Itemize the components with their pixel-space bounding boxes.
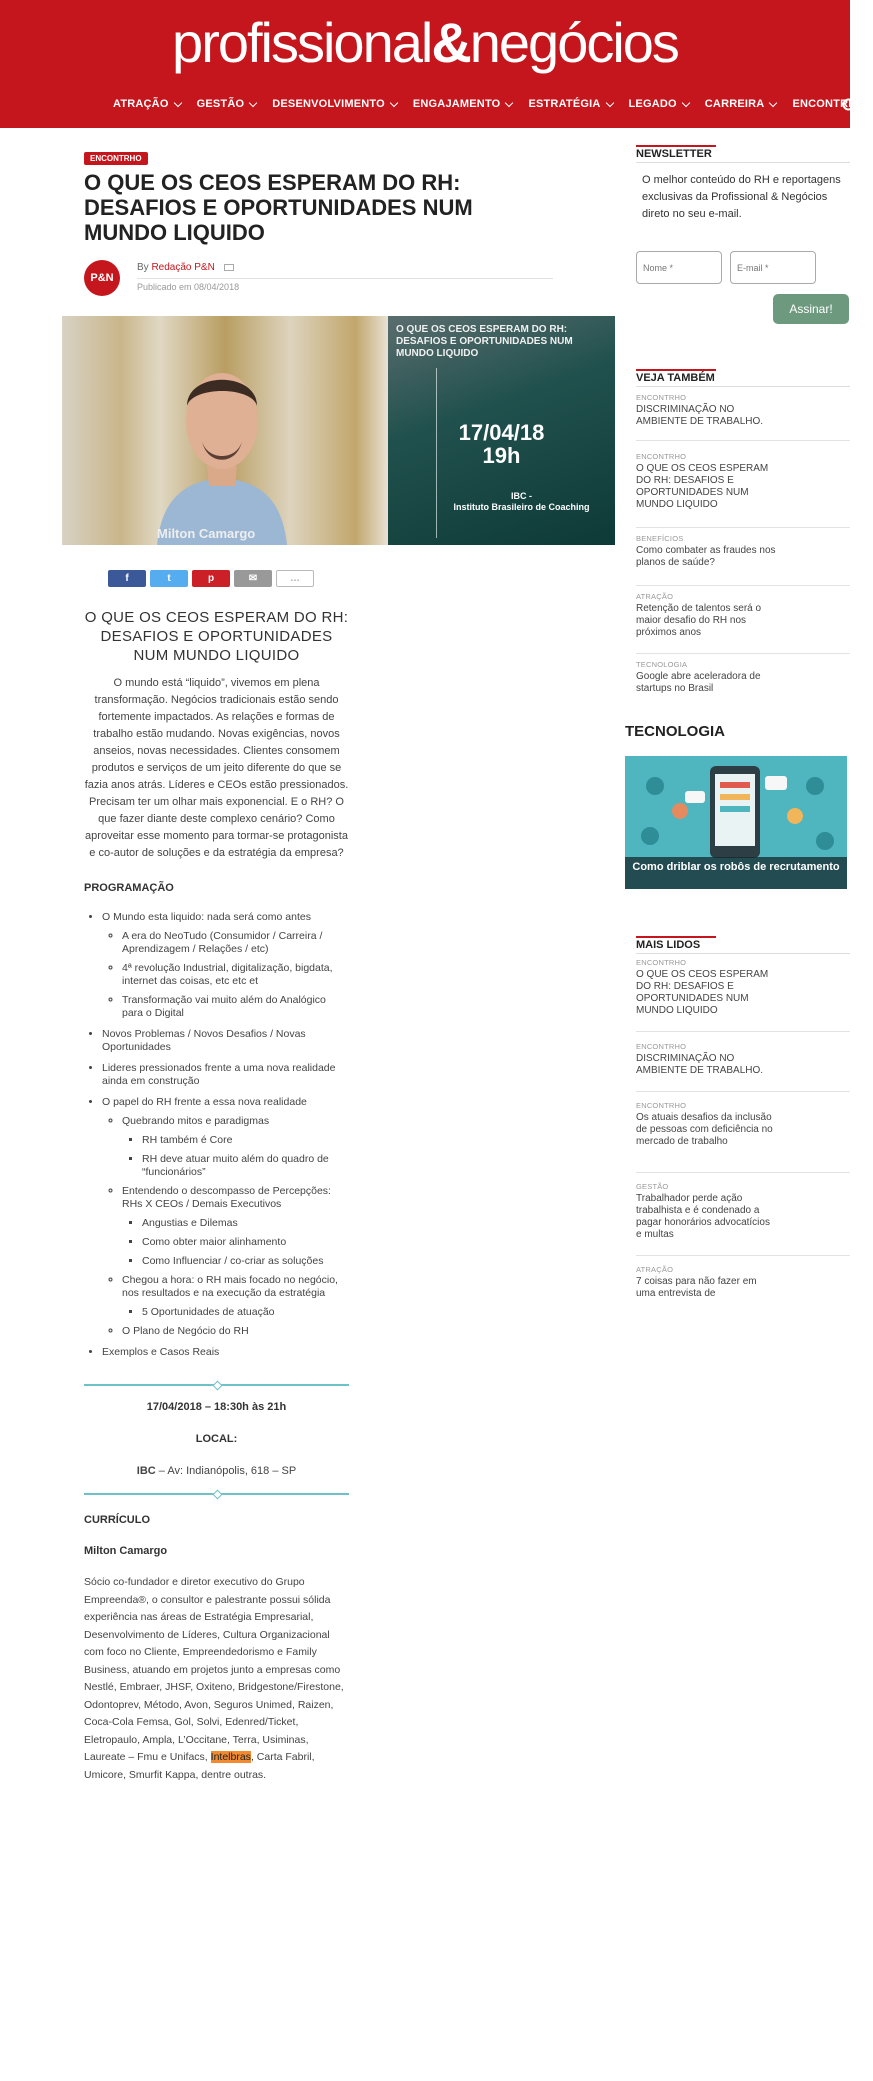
category-badge[interactable]: ENCONTRHO [84, 152, 148, 165]
divider [636, 386, 850, 387]
site-header [0, 0, 866, 128]
nav-item-carreira[interactable]: CARREIRA [697, 98, 785, 110]
chevron-down-icon [173, 98, 181, 106]
banner-title: O QUE OS CEOS ESPERAM DO RH: DESAFIOS E OPORTUNIDADES NUM MUNDO LIQUIDO [396, 324, 573, 359]
divider [636, 162, 850, 163]
list-item: ◦ Chegou a hora: o RH mais focado no negócio, nos resultados e na execução da estratégia ▪ 5 Oportunidades de atuação [122, 1274, 349, 1319]
name-input[interactable]: Nome * [636, 251, 722, 284]
program-list [84, 911, 349, 1359]
comment-button[interactable] [276, 570, 314, 587]
nav-item-gestao[interactable]: GESTÃO [189, 98, 265, 110]
list-item: ▪ RH deve atuar muito além do quadro de “funcionários” [142, 1153, 349, 1179]
search-icon[interactable] [842, 98, 858, 114]
list-item: • O Mundo esta liquido: nada será como antes ◦ A era do NeoTudo (Consumidor / Carreira / Aprendizagem / Relações / etc) ◦ 4ª revolução Industrial, digitalização, bigdata, internet das coisas, etc etc et ◦ Transformação vai muito além do Analógico para o Digital [102, 911, 349, 1020]
chevron-down-icon [249, 98, 257, 106]
most-read-item[interactable]: GESTÃO Trabalhador perde ação trabalhista e é condenado a pagar honorários advocatícios e multas [636, 1182, 850, 1256]
main-nav [105, 98, 873, 110]
most-read-item[interactable]: ENCONTRHO Os atuais desafios da inclusão de pessoas com deficiência no mercado de trabalho [636, 1101, 850, 1173]
facebook-icon: f [125, 573, 129, 584]
see-also-item[interactable]: ENCONTRHO DISCRIMINAÇÃO NO AMBIENTE DE TRABALHO. [636, 393, 850, 441]
author-link[interactable]: Redação P&N [151, 262, 215, 273]
list-item: ◦ A era do NeoTudo (Consumidor / Carreira / Aprendizagem / Relações / etc) [122, 930, 349, 956]
see-also-title: VEJA TAMBÉM [636, 372, 715, 384]
list-item: • Lideres pressionados frente a uma nova realidade ainda em construção [102, 1062, 349, 1088]
nav-item-engajamento[interactable]: ENGAJAMENTO [405, 98, 521, 110]
article-subtitle: O QUE OS CEOS ESPERAM DO RH: DESAFIOS E OPORTUNIDADES NUM MUNDO LIQUIDO [84, 609, 349, 664]
list-item: ▪ RH também é Core [142, 1134, 349, 1147]
site-logo[interactable]: profissional&negócios [172, 11, 678, 74]
banner-date: 17/04/18 19h [458, 420, 545, 468]
byline-divider [137, 278, 553, 279]
local-label: LOCAL: [195, 1433, 238, 1445]
event-datetime: 17/04/2018 – 18:30h às 21h [146, 1401, 287, 1413]
nav-item-encontrho[interactable]: ENCONTRHO [792, 98, 866, 110]
photo-caption: Milton Camargo [157, 526, 256, 541]
twitter-icon: t [167, 573, 171, 584]
see-also-item[interactable]: ENCONTRHO O QUE OS CEOS ESPERAM DO RH: DESAFIOS E OPORTUNIDADES NUM MUNDO LIQUIDO [636, 452, 850, 528]
nav-item-atracao[interactable]: ATRAÇÃO [105, 98, 189, 110]
speaker-photo [62, 316, 388, 545]
list-item: ◦ O Plano de Negócio do RH [122, 1325, 349, 1338]
cv-name: Milton Camargo [84, 1545, 168, 1557]
section-divider [84, 1490, 349, 1498]
chevron-down-icon [769, 98, 777, 106]
pinterest-icon: p [207, 573, 215, 584]
highlighted-word: Intelbras [210, 1751, 251, 1763]
list-item: • Novos Problemas / Novos Desafios / Novas Oportunidades [102, 1028, 349, 1054]
list-item: ◦ Quebrando mitos e paradigmas ▪ RH também é Core ▪ RH deve atuar muito além do quadro de “funcionários” [122, 1115, 349, 1179]
facebook-share-button[interactable] [108, 570, 146, 587]
email-icon: ✉ [248, 573, 258, 584]
chevron-down-icon [390, 98, 398, 106]
article-title: O QUE OS CEOS ESPERAM DO RH: DESAFIOS E OPORTUNIDADES NUM MUNDO LIQUIDO [84, 170, 473, 245]
nav-item-estrategia[interactable]: ESTRATÉGIA [520, 98, 620, 110]
chevron-down-icon [505, 98, 513, 106]
list-item: ▪ Angustias e Dilemas [142, 1217, 349, 1230]
comment-icon: … [290, 573, 300, 584]
local-address: IBC – Av: Indianópolis, 618 – SP [136, 1465, 297, 1477]
share-bar [108, 570, 314, 587]
nav-item-desenvolvimento[interactable]: DESENVOLVIMENTO [264, 98, 405, 110]
tech-section-title: TECNOLOGIA [625, 723, 725, 740]
divider [636, 953, 850, 954]
tech-caption: Como driblar os robôs de recrutamento [625, 857, 847, 889]
see-also-item[interactable]: TECNOLOGIA Google abre aceleradora de startups no Brasil [636, 660, 761, 694]
newsletter-text: O melhor conteúdo do RH e reportagens exclusivas da Profissional & Negócios direto no seu e-mail. [642, 174, 841, 220]
byline: By Redação P&N [137, 262, 234, 273]
mail-icon[interactable] [224, 264, 234, 271]
twitter-share-button[interactable] [150, 570, 188, 587]
article-intro: O mundo está “liquido”, vivemos em plena transformação. Negócios tradicionais estão sendo fortemente impactados. As relações e formas de trabalho estão mudando. Novas exigências, novos anseios, novas necessidades. Clientes consomem produtos e serviços de um jeito diferente do que se fazia anos atrás. Líderes e CEOs estão pressionados. Precisam ter um olhar mais exponencial. E o RH? O que fazer diante deste complexo cenário? Como aproveitar esse momento para tormar-se protagonista e co-autor de soluções e da estratégia da empresa? [84, 677, 349, 859]
see-also-item[interactable]: BENEFÍCIOS Como combater as fraudes nos planos de saúde? [636, 534, 850, 586]
subscribe-button[interactable]: Assinar! [773, 294, 849, 324]
published-date: Publicado em 08/04/2018 [137, 282, 240, 292]
hero-image [62, 316, 615, 545]
most-read-item[interactable]: ENCONTRHO DISCRIMINAÇÃO NO AMBIENTE DE TRABALHO. [636, 1042, 850, 1092]
list-item: ◦ Transformação vai muito além do Analógico para o Digital [122, 994, 349, 1020]
event-banner [388, 316, 615, 545]
list-item: ◦ 4ª revolução Industrial, digitalização, bigdata, internet das coisas, etc etc et [122, 962, 349, 988]
list-item: • O papel do RH frente a essa nova realidade ◦ Quebrando mitos e paradigmas ▪ RH também é Core ▪ RH deve atuar muito além do quadro de “funcionários” ◦ Entendendo o descompasso de Percepções: RHs X CEOs / Demais Executivos ▪ Angustias e Dilemas ▪ Como obter maior alinhamento ▪ Como Influenciar / co-criar as soluções ◦ Chegou a hora: o RH mais focado no negócio, nos resultados e na execução da estratégia ▪ 5 Oportunidades de atuação ◦ O Plano de Negócio do RH [102, 1096, 349, 1338]
most-read-item[interactable]: ATRAÇÃO 7 coisas para não fazer em uma entrevista de [636, 1265, 757, 1299]
speaker-silhouette-icon [147, 346, 297, 545]
newsletter-title: NEWSLETTER [636, 148, 712, 160]
cv-heading: CURRÍCULO [84, 1514, 150, 1526]
chevron-down-icon [682, 98, 690, 106]
most-read-item[interactable]: ENCONTRHO O QUE OS CEOS ESPERAM DO RH: DESAFIOS E OPORTUNIDADES NUM MUNDO LIQUIDO [636, 958, 850, 1032]
tech-feature-image[interactable] [625, 756, 847, 889]
list-item: ▪ 5 Oportunidades de atuação [142, 1306, 349, 1319]
nav-item-legado[interactable]: LEGADO [621, 98, 697, 110]
pinterest-share-button[interactable] [192, 570, 230, 587]
see-also-item[interactable]: ATRAÇÃO Retenção de talentos será o maior desafio do RH nos próximos anos [636, 592, 850, 654]
most-read-title: MAIS LIDOS [636, 939, 701, 951]
list-item: ▪ Como Influenciar / co-criar as soluções [142, 1255, 349, 1268]
section-divider [84, 1381, 349, 1389]
avatar: P&N [84, 260, 120, 296]
cv-text: Sócio co-fundador e diretor executivo do Grupo Empreenda®, o consultor e palestrante possui sólida experiência nas áreas de Estratégia Empresarial, Desenvolvimento de Líderes, Cultura Organizacional com foco no Cliente, Empreendedorismo e Family Business, atuando em projetos junto a empresas como Nestlé, Embraer, JHSF, Oxiteno, Bridgestone/Firestone, Odontoprev, Método, Avon, Seguros Unimed, Raizen, Coca-Cola Femsa, Gol, Solvi, Edenred/Ticket, Eletropaulo, Ampla, L’Occitane, Terra, Usiminas, Laureate – Fmu e Unifacs, Intelbras, Carta Fabril, Umicore, Smurfit Kappa, dentre outras. [84, 1576, 344, 1781]
list-item: ▪ Como obter maior alinhamento [142, 1236, 349, 1249]
program-heading: PROGRAMAÇÃO [84, 882, 174, 894]
email-share-button[interactable] [234, 570, 272, 587]
banner-place: IBC - Instituto Brasileiro de Coaching [453, 491, 590, 512]
list-item: ◦ Entendendo o descompasso de Percepções: RHs X CEOs / Demais Executivos ▪ Angustias e Dilemas ▪ Como obter maior alinhamento ▪ Como Influenciar / co-criar as soluções [122, 1185, 349, 1268]
article-body [84, 608, 349, 1784]
chevron-down-icon [605, 98, 613, 106]
email-input[interactable]: E-mail * [730, 251, 816, 284]
list-item: • Exemplos e Casos Reais [102, 1346, 349, 1359]
